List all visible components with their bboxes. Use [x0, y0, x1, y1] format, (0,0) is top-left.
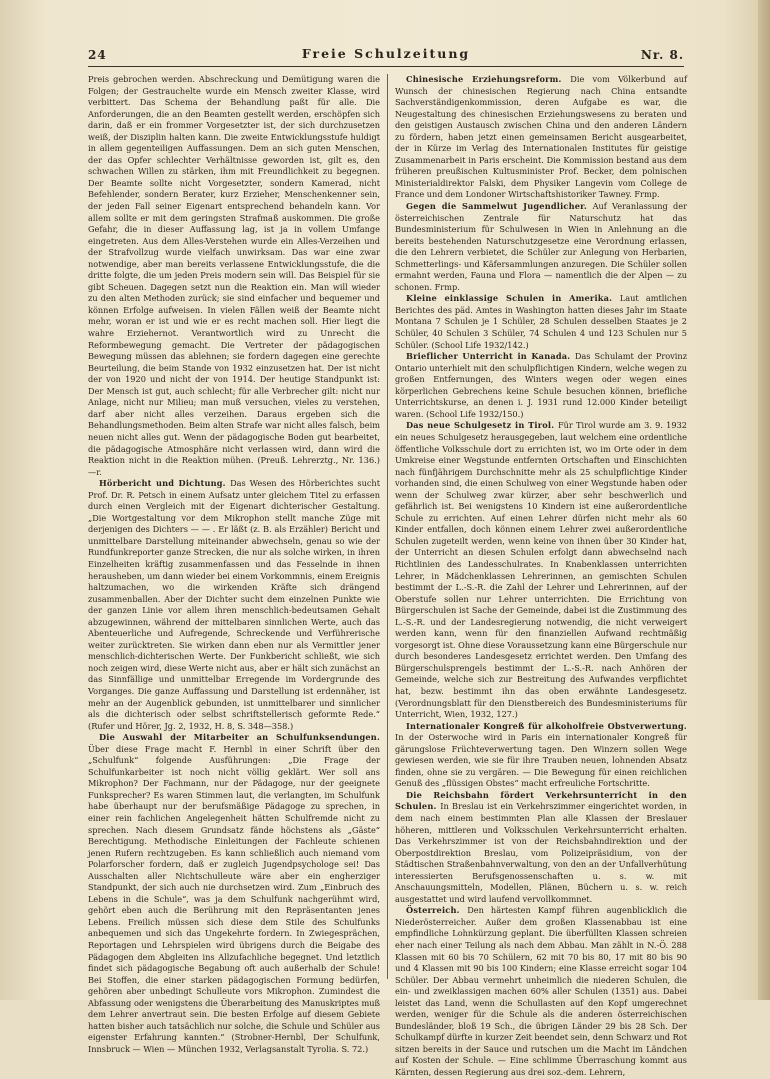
article-paragraph	[395, 420, 687, 720]
article-heading: Hörbericht und Dichtung.	[99, 478, 231, 489]
article-paragraph	[395, 905, 687, 1078]
article-text: Für Tirol wurde am 3. 9. 1932 ein neues Schulgesetz herausgegeben, laut welchem eine ordentliche öffentliche Volksschule dort zu errichten ist, wo im Orte oder in dem Umkreise einer Wegstunde entfernten Ortschaften und Einschichten nach fünfjährigem Durchschnitte mehr als 25 schulpflichtige Kinder vorhanden sind, die einen Schulweg von einer Wegstunde haben oder wenn der Schulweg zwar kürzer, aber sehr beschwerlich und gefährlich ist. Bei wenigstens 10 Kindern ist eine außerordentliche Schule zu errichten. Auf einen Lehrer dürfen nicht mehr als 60 Kinder entfallen, doch können einem Lehrer zwei außerordentliche Schulen zugeteilt werden, wenn keine von ihnen über 30 Kinder hat, der Unterricht an diesen Schulen erfolgt dann abwechselnd nach Richtlinien des Landesschulrates. In Knabenklassen unterrichten Lehrer, in Mädchenklassen Lehrerinnen, an gemischten Schulen bestimmt der L.-S.-R. die Zahl der Lehrer und Lehrerinnen, auf der Oberstufe sollen nur Lehrer unterrichten. Die Errichtung von Bürgerschulen ist Sache der Gemeinde, dabei ist die Zustimmung des L.-S.-R. und der Landesregierung notwendig, die nicht verweigert werden kann, wenn für den finanziellen Aufwand rechtmäßig vorgesorgt ist. Ohne diese Voraussetzung kann eine Bürgerschule nur durch besonderes Landesgesetz errichtet werden. Den Umfang des Bürgerschulsprengels bestimmt der L.-S.-R. nach Anhören der Gemeinde, welche sich zur Bestreitung des Aufwandes verpflichtet hat, bezw. bestimmt ihn das oben erwähnte Landesgesetz.	[395, 420, 687, 696]
article-text: Das Schulamt der Provinz Ontario unterhielt mit den schulpflichtigen Kindern, welche wegen zu großen Entfernungen, des Winters wegen oder wegen eines körperlichen Gebrechens keine Schule besuchen können, briefliche Unterrichtskurse, an denen i. J. 1931 rund 12.000 Kinder beteiligt waren.	[395, 351, 688, 419]
article-heading: Die Reichsbahn fördert Verkehrsunterricht in den Schulen.	[395, 789, 687, 812]
article-paragraph	[395, 790, 687, 905]
page-number: 24	[88, 48, 107, 62]
article-paragraph	[88, 74, 380, 478]
article-text: Über diese Frage macht F. Hernbl in einer Schrift über den „Schulfunk“ folgende Ausführungen: „Die Frage der Schulfunkarbeiter ist noch nicht völlig geklärt. Wer soll ans Mikrophon? Der Fachmann, nur der Pädagoge, nur der geeignete Funksprecher? Es waren Stimmen laut, die verlangten, im Schulfunk habe überhaupt nur der berufsmäßige Pädagoge zu sprechen, in einer rein fachlichen Angelegenheit hätten Schulfremde nicht zu sprechen. Nach diesem Grundsatz fände höchstens als „Gäste“ Berechtigung. Methodische Einleitungen der Fachleute schienen jenen Rufern rechtzugeben. Es kann schließlich auch niemand vom Polarforscher fordern, daß er zugleich Jugendpsychologe sei! Das Ausschalten aller Nichtschulleute wäre aber ein engherziger Standpunkt, der sich auch nie durchsetzen wird. Zum „Einbruch des Lebens in die Schule“, was ja dem Schulfunk nachgerühmt wird, gehört eben auch die Berührung mit den Repräsentanten jenes Lebens. Freilich müssen sich diese dem Stile des Schulfunks anbequemen und sich das Ungekehrte fordern. In Zwiegesprächen, Reportagen und Lehrspielen wird übrigens durch die Beigabe des Pädagogen dem Abgleiten ins Allzufachliche begegnet. Und letztlich findet sich pädagogische Begabung oft auch außerhalb der Schule! Bei Stoffen, die einer starken pädagogischen Formung bedürfen, gehören aber unbedingt Schulleute vors Mikrophon. Zumindest die Abfassung oder wenigstens die Überarbeitung des Manuskriptes muß dem Lehrer anvertraut sein. Die besten Erfolge auf diesem Gebiete hatten bisher auch tatsächlich nur solche, die Schule und Schüler aus eigenster Erfahrung kannten.“	[88, 743, 380, 1043]
article-citation: (School Life 1932/142.)	[431, 339, 529, 350]
article-text: Die vom Völkerbund auf Wunsch der chinesischen Regierung nach China entsandte Sachverständigenkommission, deren Aufgabe es war, die Neugestaltung des chinesischen Erziehungswesens zu beraten und den geistigen Austausch zwischen China und den anderen Ländern zu fördern, haben jetzt einen gemeinsamen Bericht ausgearbeitet, der in Kürze im Verlag des Internationalen Institutes für geistige Zusammenarbeit in Paris erscheint. Die Kommission bestand aus dem früheren preußischen Kultusminister Prof. Becker, dem polnischen Ministerialdirektor Falski, dem Physiker Langevin vom College de France und dem Londoner Wirtschaftshistoriker Tawney.	[395, 74, 688, 200]
article-paragraph	[88, 478, 380, 732]
article-heading: Die Auswahl der Mitarbeiter an Schulfunksendungen.	[99, 732, 380, 743]
issue-number: Nr. 8.	[640, 48, 684, 62]
article-text: Laut amtlichen Berichtes des päd. Amtes in Washington hatten dieses Jahr im Staate Montana 7 Schulen je 1 Schüler, 28 Schulen desselben Staates je 2 Schüler, 40 Schulen 3 Schüler, 74 Schulen 4 und 123 Schulen nur 5 Schüler.	[395, 293, 688, 350]
article-citation: (Preuß. Lehrerztg., Nr. 136.) —r.	[88, 455, 380, 477]
article-heading: Chinesische Erziehungsreform.	[406, 74, 571, 84]
article-citation: Frmp.	[434, 281, 460, 292]
article-citation: (Rufer und Hörer, Jg. 2, 1932, H. 8, S. 348—358.)	[88, 720, 294, 731]
article-text: Das Wesen des Hörberichtes sucht Prof. Dr. R. Petsch in einem Aufsatz unter gleichem Titel zu erfassen durch einen Vergleich mit der Eigenart dichterischer Gestaltung. „Die Wortgestaltung vor dem Mikrophon stellt manche Züge mit derjenigen des Dichters — — . Er läßt (z. B. als Erzähler) Bericht und unmittelbare Darstellung miteinander abwechseln, genau so wie der Rundfunkreporter ganze Strecken, die nur als solche wirken, in ihren Einzelheiten kräftig zusammenfassen und das Fesselnde in ihnen herausheben, um dann wieder bei einem Vorkommnis, einem Ereignis haltzumachen, wo die wirkenden Kräfte sich drängend zusammenballen. Aber der Dichter sucht dem einzelnen Punkte wie der ganzen Linie vor allem ihren menschlich-bedeutsamen Gehalt abzugewinnen, während der mittelbaren sinnlichen Werte, auch das Abenteuerliche und Aufregende, Schreckende und Verführerische weiter zurücktreten. Sie wirken dann eben nur als Vermittler jener menschlich-dichterischen Werte. Der Funkbericht schließt, wie sich noch zeigen wird, diese Werte nicht aus, aber er hält sich zunächst an das Sinnfällige und unmittelbar Erregende im Vordergrunde des Vorganges. Die ganze Auffassung und Darstellung ist erdennäher, ist mehr an der Augenblick gebunden, ist unmittelbarer und sinnlicher als die dichterisch oder selbst schriftstellerisch geformte Rede.“	[88, 478, 380, 720]
article-text: In Breslau ist ein Verkehrszimmer eingerichtet worden, in dem nach einem bestimmten Plan alle Klassen der Breslauer höheren, mittleren und Volksschulen Verkehrsunterricht erhalten. Das Verkehrszimmer ist von der Reichsbahndirektion und der Oberpostdirektion Breslau, vom Polizeipräsidium, von der Städtischen Straßenbahnverwaltung, von den an der Unfallverhütung interessierten Berufsgenossenschaften u. s. w. mit Anschauungsmitteln, Modellen, Plänen, Büchern u. s. w. reich ausgestattet und wird laufend vervollkommnet.	[395, 801, 687, 904]
page-header	[88, 46, 684, 66]
article-heading: Österreich.	[406, 905, 468, 916]
article-heading: Internationaler Kongreß für alkoholfreie Obstverwertung.	[406, 720, 687, 731]
article-text: Preis gebrochen werden. Abschreckung und Demütigung waren die Folgen; der Gestrauchelte wurde ein Mensch zweiter Klasse, wird verbittert. Das Schema der Behandlung paßt für alle. Die Anforderungen, die an den Beamten gestellt werden, erschöpfen sich darin, daß er ein frommer Vorgesetzter ist, der sich durchzusetzen weiß, der Disziplin halten kann. Die zweite Entwicklungsstufe huldigt in allem gegenteiligen Auffassungen. Dem an sich guten Menschen, der das Opfer schlechter Verhältnisse geworden ist, gilt es, den schwachen Willen zu stärken, ihm mit Freundlichkeit zu begegnen. Der Beamte sollte nicht Vorgesetzter, sondern Kamerad, nicht Befehlender, sondern Berater, kurz Erzieher, Menschenkenner sein, der jeden Fall seiner Eigenart entsprechend behandeln kann. Vor allem sollte er mit dem geringsten Strafmaß auskommen. Die große Gefahr, die in dieser Auffassung lag, ist ja in vollem Umfange eingetreten. Aus dem Alles-Verstehen wurde ein Alles-Verzeihen und der Strafvollzug wurde vielfach unwirksam. Das war eine zwar notwendige, aber man bereits verlassene Entwicklungsstufe, die die dritte folgte, die um jeden Preis modern sein will. Das Beispiel für sie gibt Scheuen. Dagegen setzt nun die Reaktion ein. Man will wieder zu den alten Methoden zurück; sie sind einfacher und bequemer und können Erfolge aufweisen. In vielen Fällen weiß der Beamte nicht mehr, woran er ist und wie er es recht machen soll. Hier liegt die wahre Erziehernot. Verantwortlich wird zu Unrecht die Reformbewegung gemacht. Die Vertreter der pädagogischen Bewegung müssen das ablehnen; sie fordern dagegen eine gerechte Beurteilung, die beim Stande von 1932 einzusetzen hat. Der ist nicht der von 1920 und nicht der von 1914. Der heutige Standpunkt ist: Der Mensch ist gut, auch schlecht; für alle Verbrecher gilt: nicht nur Anlage, nicht nur Milieu; man muß versuchen, vieles zu verstehen, darf aber nicht alles verzeihen. Daraus ergeben sich die Behandlungsmethoden. Beim alten Strafe war nicht alles falsch, beim neuen nicht alles gut. Wenn der pädagogische Boden gut bearbeitet, die pädagogische Atmosphäre nicht verlassen wird, dann wird die Reaktion nicht in die Reaktion mühen.	[88, 74, 380, 466]
scan-edge	[758, 0, 770, 1000]
article-heading: Das neue Schulgesetz in Tirol.	[406, 420, 558, 431]
article-citation: Frmp.	[634, 189, 660, 200]
article-paragraph	[395, 351, 687, 420]
article-paragraph	[395, 721, 687, 790]
newspaper-title: Freie Schulzeitung	[301, 46, 471, 61]
article-text: In der Osterwoche wird in Paris ein internationaler Kongreß für gärungslose Früchteverwertung tagen. Den Winzern sollen Wege gewiesen werden, wie sie für ihre Trauben neuen, lohnenden Absatz finden, ohne sie zu vergären. — Die Bewegung für einen reichlichen Genuß des „flüssigen Obstes“ macht erfreuliche Fortschritte.	[395, 732, 687, 789]
header-rule	[88, 66, 684, 67]
article-citation: (School Life 1932/150.)	[426, 408, 524, 419]
article-paragraph	[88, 732, 380, 1055]
article-text: Auf Veranlassung der österreichischen Zentrale für Naturschutz hat das Bundesministerium für Schulwesen in Wien in Anlehnung an die bereits bestehenden Naturschutzgesetze eine Verordnung erlassen, die den Lehrern verbietet, die Schüler zur Anlegung von Herbarien, Schmetterlings- und Käfersammlungen anzuregen. Die Schüler sollen ermahnt werden, Fauna und Flora — namentlich die der Alpen — zu schonen.	[395, 201, 687, 292]
article-paragraph	[395, 74, 687, 201]
article-paragraph	[395, 201, 687, 293]
article-heading: Kleine einklassige Schulen in Amerika.	[406, 293, 620, 304]
article-citation: (Strobner-Hernbl, Der Schulfunk, Innsbruck — Wien — München 1932, Verlagsanstalt Tyrolia. S. 72.)	[88, 1032, 380, 1054]
article-citation: (Verordnungsblatt für den Dienstbereich des Bundesministeriums für Unterricht, Wien, 1932, 127.)	[395, 697, 687, 720]
article-heading: Brieflicher Unterricht in Kanada.	[406, 351, 575, 362]
article-text: Den härtesten Kampf führen augenblicklich die Niederösterreicher. Außer dem großen Klassenabbau ist eine empfindliche Lohnkürzung geplant. Die überfüllten Klassen schreien eher nach einer Teilung als nach dem Abbau. Man zählt in N.-Ö. 288 Klassen mit 60 bis 70 Schülern, 62 mit 70 bis 80, 17 mit 80 bis 90 und 4 Klassen mit 90 bis 100 Kindern; eine Klasse erreicht sogar 104 Schüler. Der Abbau vermehrt unheimlich die niederen Schulen, die ein- und zweiklassigen machen 60% aller Schulen (1351) aus. Dabei leistet das Land, wenn die Schullasten auf den Kopf umgerechnet werden, weniger für die Schule als die anderen österreichischen Bundesländer, bloß 19 Sch., die übrigen Länder 29 bis 28 Sch. Der Schulkampf dürfte in kurzer Zeit beendet sein, denn Schwarz und Rot sitzen bereits in der Sauce und rutschen um die Macht im Ländchen auf Kosten der Schule. — Eine schlimme Überraschung kommt aus Kärnten, dessen Regierung aus drei soz.-dem. Lehrern,	[395, 905, 687, 1078]
article-paragraph	[395, 293, 687, 351]
column-divider	[387, 74, 388, 979]
article-heading: Gegen die Sammelwut Jugendlicher.	[406, 201, 593, 212]
right-column	[395, 74, 688, 1078]
left-column	[88, 74, 380, 1054]
